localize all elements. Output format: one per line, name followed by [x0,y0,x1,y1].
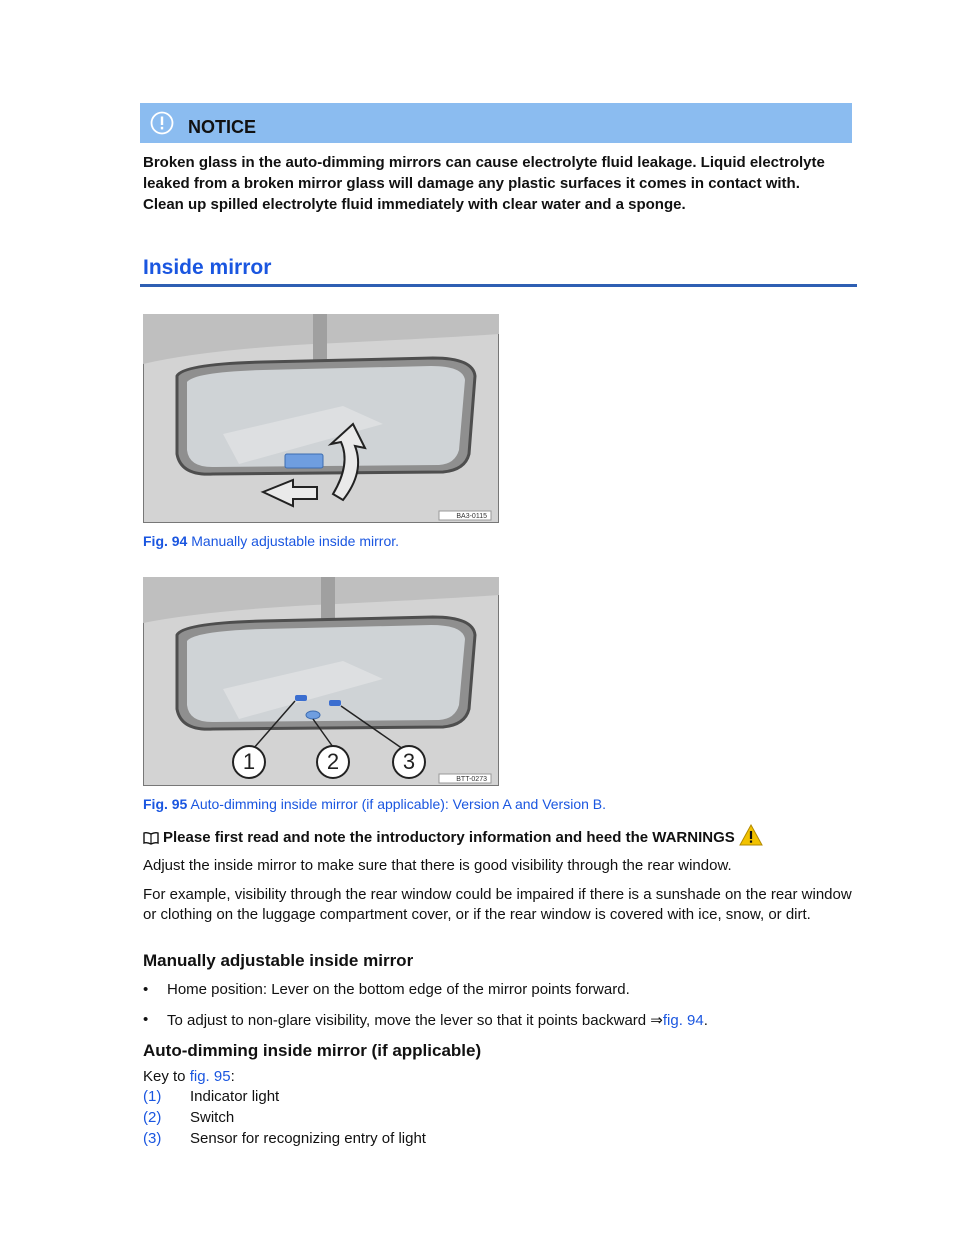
auto-dimming-heading: Auto-dimming inside mirror (if applicable) [143,1041,482,1060]
key-label: Switch [190,1109,235,1126]
list-item [143,981,630,998]
figure-94-image [143,314,499,523]
figure-95-label: Fig. 95 [143,796,188,812]
bullet-dot: • [143,1011,149,1028]
key-label: Indicator light [190,1088,280,1105]
figure-95-code: BTT-0273 [456,776,487,783]
callout-2: 2 [326,749,340,774]
figure-95-caption [143,796,606,812]
key-item [143,1088,279,1105]
list-item [143,1011,708,1029]
bullet-text: To adjust to non-glare visibility, move the lever so that it points backward ⇒fig. 94. [167,1012,708,1029]
notice-title: NOTICE [188,116,257,137]
callout-1: 1 [242,749,256,774]
paragraph-example: For example, visibility through the rear window could be impaired if there is a sunshade on the rear window or clothing on the luggage compartment cover, or if the rear window is covered with ice, snow, or dirt. [143,886,852,923]
callout-3: 3 [402,749,416,774]
arrow-ref: ⇒ [650,1012,663,1029]
key-label: Sensor for recognizing entry of light [190,1130,426,1147]
notice-text: Broken glass in the auto-dimming mirrors can cause electrolyte fluid leakage. Liquid electrolyte leaked from a broken mirror glass will damage any plastic surfaces it comes in contact with. Clean up spilled electrolyte fluid immediately with clear water and a sponge. [143,154,825,213]
figure-94-caption-text: Manually adjustable inside mirror. [191,533,400,549]
fig-94-link[interactable]: fig. 94 [662,1012,704,1029]
figure-95-image [143,577,499,786]
notice-banner [140,103,852,143]
figure-94-label: Fig. 94 [143,533,188,549]
figure-94-caption [143,533,399,549]
section-title: Inside mirror [143,256,272,279]
key-number: (1) [143,1088,162,1105]
read-note [143,828,855,848]
figure-95-caption-text: Auto-dimming inside mirror (if applicable): Version A and Version B. [190,796,607,812]
bullet-text: Home position: Lever on the bottom edge of the mirror points forward. [167,981,630,998]
fig-95-link[interactable]: fig. 95 [189,1068,231,1085]
exclamation-circle-icon [150,111,174,135]
warning-triangle-icon[interactable] [739,824,763,846]
key-item [143,1109,234,1126]
paragraph-visibility: Adjust the inside mirror to make sure that there is good visibility through the rear window. [143,857,732,874]
section-divider [140,284,857,287]
key-number: (2) [143,1109,162,1126]
key-number: (3) [143,1130,162,1147]
bullet-dot: • [143,981,149,998]
book-icon [143,831,159,845]
key-item [143,1130,426,1147]
key-intro: Key to fig. 95: [143,1068,235,1085]
figure-94-code: BA3-0115 [456,513,487,520]
manual-mirror-heading: Manually adjustable inside mirror [143,951,414,970]
read-note-text: Please first read and note the introductory information and heed the WARNINGS [163,829,735,846]
